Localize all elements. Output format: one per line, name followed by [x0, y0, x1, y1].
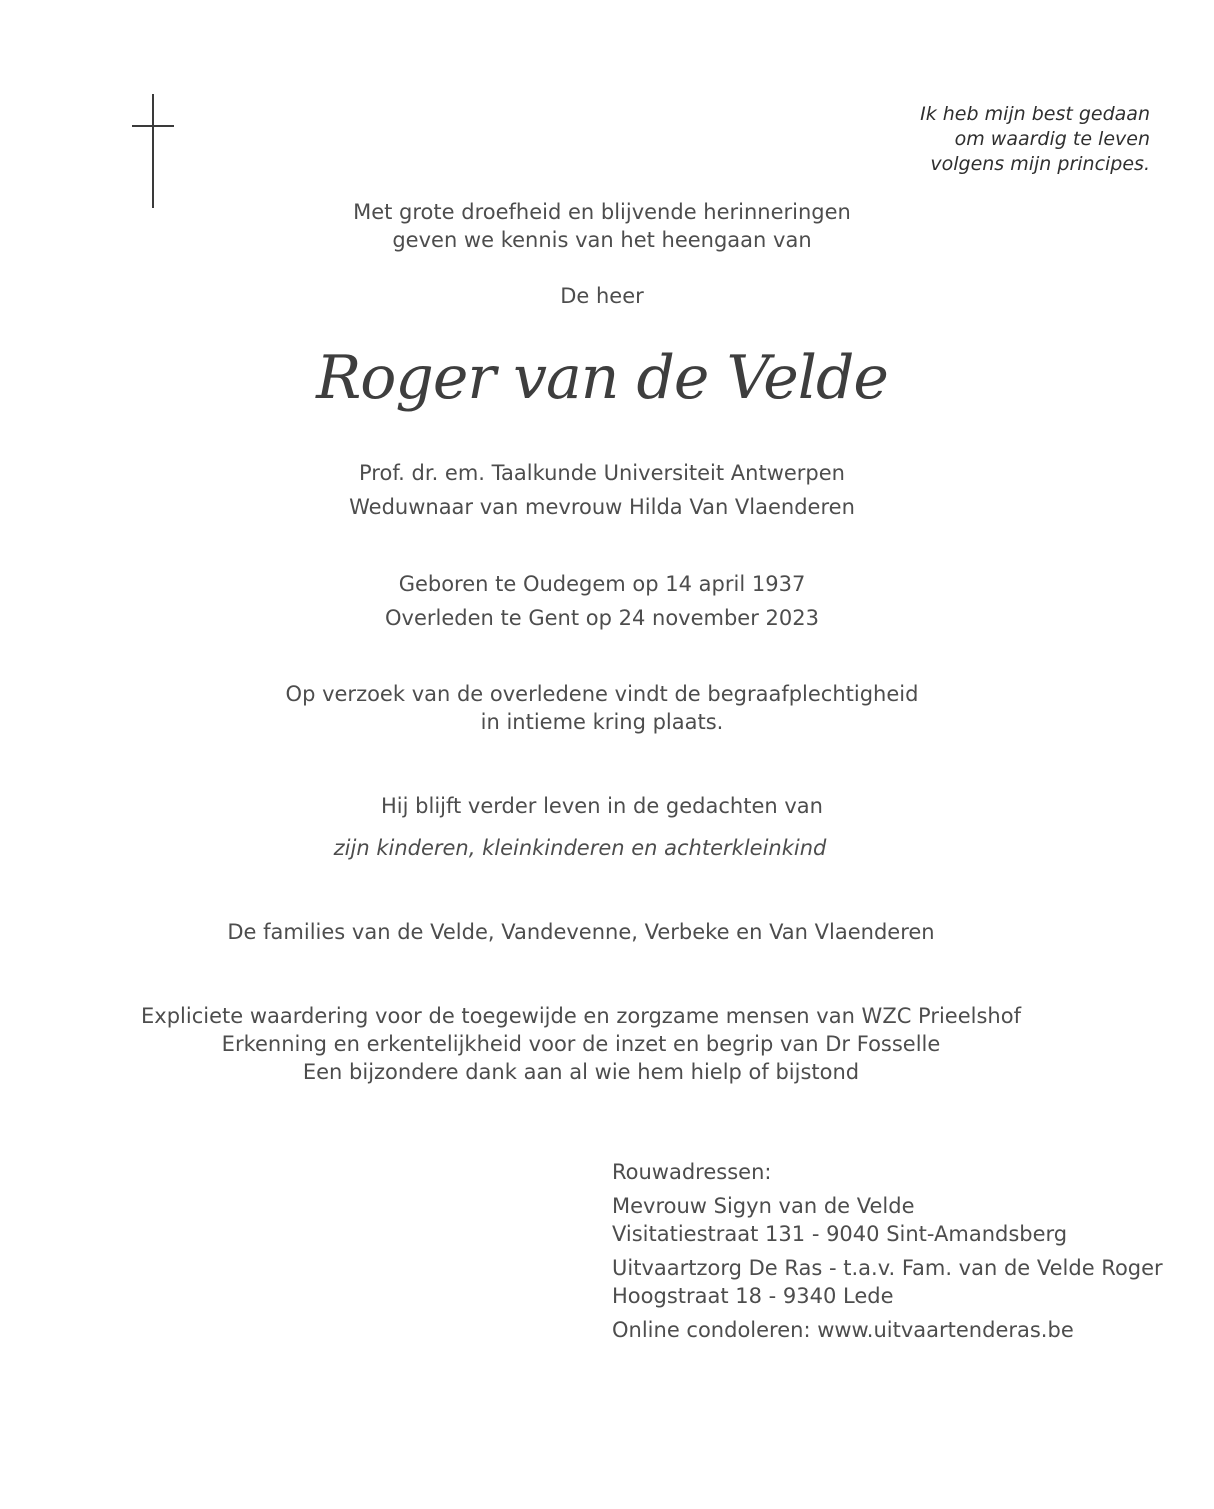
death-date: Overleden te Gent op 24 november 2023: [385, 606, 819, 630]
funeral-home-name: Uitvaartzorg De Ras - t.a.v. Fam. van de Velde Roger: [612, 1256, 1163, 1280]
cross-graphic: [130, 94, 176, 208]
motto-line: Ik heb mijn best gedaan: [920, 103, 1150, 125]
addresses-heading: Rouwadressen:: [612, 1160, 772, 1184]
thanks-text: [0, 1002, 1162, 1086]
funeral-line: in intieme kring plaats.: [480, 710, 724, 734]
funeral-line: Op verzoek van de overledene vindt de begraafplechtigheid: [285, 682, 919, 706]
funeral-home-address: [612, 1254, 1163, 1310]
motto-line: om waardig te leven: [954, 128, 1150, 150]
thanks-line: Expliciete waardering voor de toegewijde en zorgzame mensen van WZC Prieelshof: [141, 1004, 1021, 1028]
primary-address-street: Visitatiestraat 131 - 9040 Sint-Amandsberg: [612, 1222, 1068, 1246]
cross-icon: [130, 94, 176, 208]
online-condolences-text: Online condoleren: www.uitvaartenderas.be: [612, 1318, 1074, 1342]
salutation: De heer: [560, 284, 644, 308]
motto-line: volgens mijn principes.: [930, 153, 1150, 175]
thanks-line: Erkenning en erkentelijkheid voor de inzet en begrip van Dr Fosselle: [221, 1032, 941, 1056]
deceased-name: Roger van de Velde: [316, 343, 888, 413]
funeral-home-street: Hoogstraat 18 - 9340 Lede: [612, 1284, 894, 1308]
intro-line: geven we kennis van het heengaan van: [392, 228, 812, 252]
intro-line: Met grote droefheid en blijvende herinneringen: [353, 200, 851, 224]
birth-date: Geboren te Oudegem op 14 april 1937: [398, 572, 806, 596]
title-line: Weduwnaar van mevrouw Hilda Van Vlaenderen: [349, 495, 855, 519]
families-text: De families van de Velde, Vandevenne, Verbeke en Van Vlaenderen: [227, 920, 935, 944]
deceased-titles: [0, 456, 1204, 524]
online-condolences: [612, 1316, 1163, 1344]
primary-address: [612, 1192, 1163, 1248]
lives-on-text: Hij blijft verder leven in de gedachten van: [381, 794, 823, 818]
mourning-addresses: [612, 1158, 1163, 1344]
title-line: Prof. dr. em. Taalkunde Universiteit Antwerpen: [359, 461, 845, 485]
life-dates: [0, 567, 1204, 635]
motto-quote: [920, 102, 1150, 177]
intro-text: [0, 198, 1204, 254]
primary-address-name: Mevrouw Sigyn van de Velde: [612, 1194, 915, 1218]
funeral-notice: [0, 680, 1204, 736]
thanks-line: Een bijzondere dank aan al wie hem hielp of bijstond: [302, 1060, 860, 1084]
children-text: zijn kinderen, kleinkinderen en achterkleinkind: [333, 836, 827, 860]
